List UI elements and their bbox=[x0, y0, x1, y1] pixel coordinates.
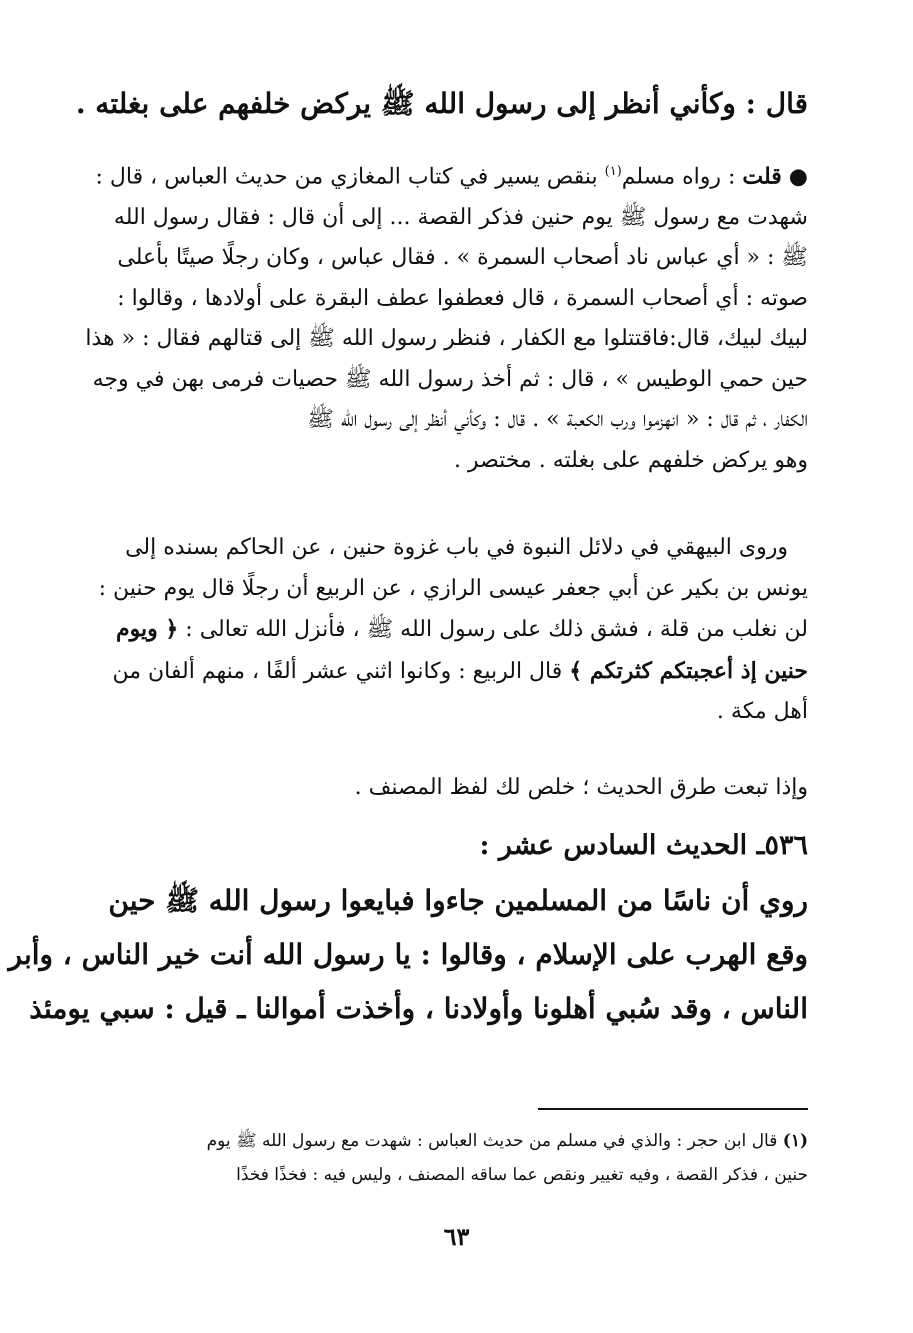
hadith-line: الناس ، وقد سُبي أهلونا وأولادنا ، وأخذت أموالنا ـ قيل : سبي يومئذ bbox=[29, 992, 808, 1025]
para1-first-text-cont: بنقص يسير في كتاب المغازي من حديث العباس ، قال : bbox=[95, 164, 598, 190]
top-quote-line bbox=[75, 84, 808, 124]
hadith-line: روي أن ناسًا من المسلمين جاءوا فبايعوا رسول الله ﷺ حين bbox=[108, 884, 808, 917]
para1-line: صوته : أي أصحاب السمرة ، قال فعطفوا عطف البقرة على أولادها ، وقالوا : bbox=[117, 285, 808, 311]
quran-verse-start: ﴿ ويوم bbox=[116, 616, 179, 642]
para2-line: وروى البيهقي في دلائل النبوة في باب غزوة حنين ، عن الحاكم بسنده إلى bbox=[125, 535, 788, 560]
bullet-icon: ● bbox=[788, 163, 808, 190]
para1-line: لبيك لبيك، قال:فاقتتلوا مع الكفار ، فنظر رسول الله ﷺ إلى قتالهم فقال : « هذا bbox=[85, 326, 808, 352]
paragraph-qultu bbox=[85, 152, 808, 481]
para1-first-line bbox=[93, 152, 808, 198]
para1-line: وهو يركض خلفهم على بغلته . مختصر . bbox=[453, 447, 808, 473]
hadith-heading-text: ٥٣٦ـ الحديث السادس عشر : bbox=[479, 830, 808, 861]
top-quote-text: قال : وكأني أنظر إلى رسول الله ﷺ يركض خلفهم على بغلته . bbox=[75, 87, 808, 120]
quran-verse-end: حنين إذ أعجبتكم كثرتكم ﴾ bbox=[569, 657, 808, 684]
hadith-line: وقع الهرب على الإسلام ، وقالوا : يا رسول الله أنت خير الناس ، وأبر bbox=[8, 938, 808, 971]
para1-line: حين حمي الوطيس » ، قال : ثم أخذ رسول الله ﷺ حصيات فرمى بهن في وجه bbox=[92, 366, 808, 392]
para2-line: يونس بن بكير عن أبي جعفر عيسى الرازي ، عن الربيع أن رجلًا قال يوم حنين : bbox=[98, 575, 808, 601]
paragraph-conclusion bbox=[93, 768, 808, 809]
footnote-marker: (١) bbox=[782, 1131, 808, 1151]
paragraph-bayhaqi bbox=[93, 528, 808, 733]
para2-line3-plain: لن نغلب من قلة ، فشق ذلك على رسول الله ﷺ ، فأنزل الله تعالى : bbox=[185, 617, 808, 642]
footnotes bbox=[93, 1124, 808, 1192]
para1-first-text: : رواه مسلم bbox=[621, 164, 736, 190]
footnote-line: حنين ، فذكر القصة ، وفيه تغيير ونقص عما ساقه المصنف ، وليس فيه : فخذًا فخذًا bbox=[236, 1165, 808, 1185]
hadith-text bbox=[8, 874, 808, 1036]
para1-lead-word: قلت bbox=[742, 163, 782, 190]
page-number: ٦٣ bbox=[443, 1222, 470, 1251]
para2-line4-plain: قال الربيع : وكانوا اثني عشر ألفًا ، منهم ألفان من bbox=[112, 658, 563, 684]
para1-line: ﷺ : « أي عباس ناد أصحاب السمرة » . فقال عباس ، وكان رجلًا صيتًا بأعلى bbox=[117, 245, 808, 271]
hadith-heading bbox=[93, 826, 808, 866]
footnote-text: قال ابن حجر : والذي في مسلم من حديث العباس : شهدت مع رسول الله ﷺ يوم bbox=[206, 1131, 778, 1151]
para2-line bbox=[93, 609, 808, 651]
footnote-reference: (١) bbox=[604, 164, 622, 179]
footnote-separator bbox=[538, 1108, 808, 1110]
para1-line: الكفار ، ثم قال : « انهزموا ورب الكعبة » . قال : وكأني أنظر إلى رسول الله ﷺ bbox=[307, 407, 808, 433]
para3-line: وإذا تبعت طرق الحديث ؛ خلص لك لفظ المصنف . bbox=[354, 775, 808, 800]
footnote-line bbox=[93, 1124, 808, 1158]
para2-line bbox=[93, 651, 808, 693]
para1-line: شهدت مع رسول ﷺ يوم حنين فذكر القصة ... إلى أن قال : فقال رسول الله bbox=[113, 204, 808, 230]
para2-line: أهل مكة . bbox=[716, 699, 808, 724]
